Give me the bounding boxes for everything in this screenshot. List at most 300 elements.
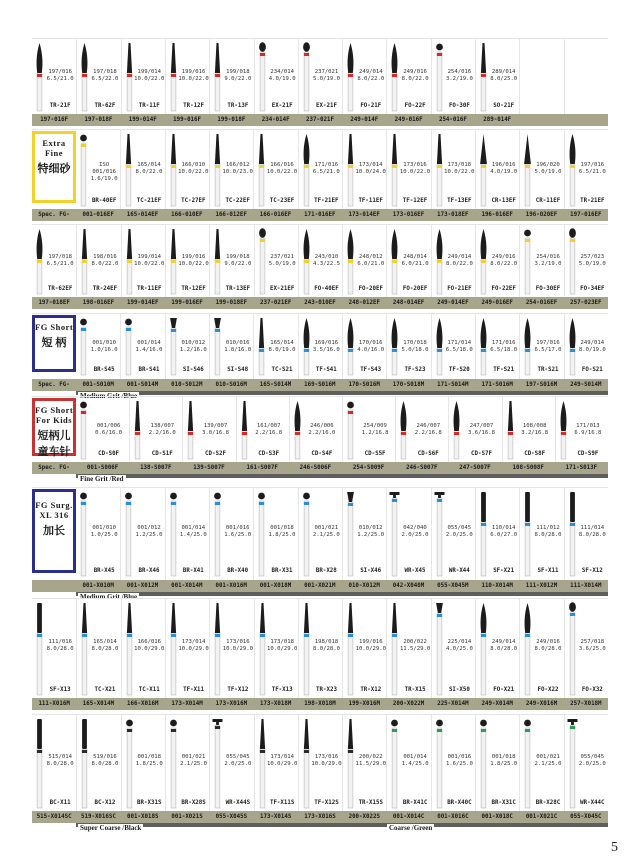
product-code: 197-016F xyxy=(40,117,69,123)
product-name: TR-X15 xyxy=(404,687,426,693)
product-name: FO-X22 xyxy=(537,687,559,693)
bur-shank xyxy=(259,164,264,206)
product-size: 173/014 10.0/24.0 xyxy=(355,162,386,175)
bur-band xyxy=(82,260,87,263)
bur-head-ball xyxy=(125,319,132,326)
bur-head-ball xyxy=(436,44,443,51)
product-size: 199/016 10.0/29.0 xyxy=(355,639,386,652)
product-name: CD-S7F xyxy=(471,451,492,457)
product-cell[interactable] xyxy=(236,397,289,463)
product-size: 108/008 3.2/16.8 xyxy=(521,423,549,437)
product-name: CR-11EF xyxy=(535,198,561,204)
product-cell[interactable] xyxy=(386,39,430,115)
bur-shank xyxy=(437,52,442,111)
product-name: SF-X11 xyxy=(537,568,559,574)
product-cell[interactable] xyxy=(342,715,386,812)
bur-band xyxy=(401,432,406,435)
bur-band xyxy=(570,523,575,526)
product-name: TR-11F xyxy=(138,103,160,109)
product-name: WR-X44S xyxy=(225,800,251,806)
product-cell[interactable] xyxy=(475,314,519,379)
product-cell[interactable] xyxy=(165,39,209,115)
bur-head-flame xyxy=(525,603,531,633)
product-cell[interactable] xyxy=(431,599,475,699)
product-name: TR-13F xyxy=(227,103,249,109)
product-cell[interactable] xyxy=(298,39,342,115)
product-size: 111/016 8.0/28.0 xyxy=(46,639,74,652)
bur-shank xyxy=(508,431,513,459)
bur-band xyxy=(570,613,575,616)
product-name: FO-20EF xyxy=(402,286,428,292)
product-grid xyxy=(32,487,608,580)
product-cell[interactable] xyxy=(253,488,297,580)
bur-head-flame xyxy=(303,229,309,259)
product-cell[interactable] xyxy=(519,488,563,580)
product-size: 055/045 2.0/25.0 xyxy=(578,753,606,767)
product-cell[interactable] xyxy=(298,225,342,298)
product-size: 055/045 2.0/25.0 xyxy=(445,524,473,538)
product-cell[interactable] xyxy=(165,599,209,699)
product-size: 248/014 6.0/21.0 xyxy=(401,254,429,268)
bur-band xyxy=(81,411,86,414)
product-size: 173/018 10.0/22.0 xyxy=(444,162,475,175)
product-name: TC-X21 xyxy=(94,687,116,693)
bur-band xyxy=(304,634,309,637)
bur-band xyxy=(259,502,264,505)
spec-label: Spec. FG- xyxy=(38,382,70,388)
product-cell[interactable] xyxy=(289,397,342,463)
bur-head-ball xyxy=(80,319,87,326)
product-cell[interactable] xyxy=(254,599,298,699)
bur-shank xyxy=(481,259,486,294)
product-cell[interactable] xyxy=(519,130,563,210)
bur-shank xyxy=(37,73,42,111)
product-code: 199-X016M xyxy=(348,701,380,707)
product-cell[interactable] xyxy=(253,130,297,210)
product-grid xyxy=(32,313,608,379)
bur-shank xyxy=(401,431,406,459)
bur-head-ball xyxy=(125,493,132,500)
product-cell[interactable] xyxy=(431,130,475,210)
bur-head-ball xyxy=(480,720,487,727)
product-cell[interactable] xyxy=(76,397,129,463)
bur-shank xyxy=(437,728,442,808)
product-code: 111-X012M xyxy=(525,583,558,589)
bur-shank xyxy=(304,52,309,111)
catalog-section xyxy=(32,313,608,400)
product-cell[interactable] xyxy=(564,39,608,115)
product-cell[interactable] xyxy=(431,225,475,298)
product-code: 138-S007F xyxy=(140,465,172,471)
product-cell[interactable] xyxy=(76,715,120,812)
product-name: BR-X31C xyxy=(491,800,516,806)
bur-band xyxy=(437,729,442,732)
product-size: 200/022 11.5/29.0 xyxy=(399,639,431,652)
product-cell[interactable] xyxy=(298,130,342,210)
product-cell[interactable] xyxy=(386,599,430,699)
product-size: 001/010 1.0/16.0 xyxy=(90,340,118,353)
bur-band xyxy=(507,432,512,435)
product-cell[interactable] xyxy=(32,599,76,699)
bur-band xyxy=(37,750,42,753)
bur-band xyxy=(171,329,176,332)
product-cell[interactable] xyxy=(395,397,448,463)
bur-shank xyxy=(127,633,132,695)
bur-band xyxy=(481,349,486,352)
product-cell[interactable] xyxy=(129,397,182,463)
product-name: BR-S45 xyxy=(93,367,115,373)
product-cell[interactable] xyxy=(342,314,386,379)
product-code: 166-016EF xyxy=(259,212,292,218)
product-name: CD-S9F xyxy=(577,451,599,457)
product-cell[interactable] xyxy=(386,715,430,812)
product-cell[interactable] xyxy=(342,397,395,463)
bur-band xyxy=(215,165,220,168)
product-size: 254/009 1.2/16.8 xyxy=(361,423,389,437)
product-cell[interactable] xyxy=(519,314,563,379)
product-cell[interactable] xyxy=(32,39,76,115)
product-name: FO-30EF xyxy=(535,286,561,292)
bur-head-taper xyxy=(82,603,87,633)
bur-head-taper xyxy=(171,603,176,633)
product-cell[interactable] xyxy=(475,39,519,115)
bur-band xyxy=(126,165,131,168)
bur-band xyxy=(525,523,530,526)
product-cell[interactable] xyxy=(564,314,608,379)
bur-head-ball xyxy=(258,493,265,500)
product-size: 249/014 8.0/19.0 xyxy=(578,340,606,353)
product-cell[interactable] xyxy=(209,39,253,115)
bur-band xyxy=(171,502,176,505)
product-cell[interactable] xyxy=(386,225,430,298)
product-cell[interactable] xyxy=(121,599,165,699)
product-size: 246/006 2.2/16.0 xyxy=(308,423,336,437)
bur-band xyxy=(437,614,442,617)
product-size: 001/014 1.4/25.0 xyxy=(179,524,207,538)
product-cell[interactable] xyxy=(564,488,608,580)
product-name: EX-21F xyxy=(316,103,337,109)
product-size: 166/016 10.0/29.0 xyxy=(134,639,165,652)
product-cell[interactable] xyxy=(386,314,430,379)
bur-head-flame xyxy=(303,134,309,164)
product-size: 249/014 8.0/22.0 xyxy=(445,254,473,268)
product-cell[interactable] xyxy=(386,130,430,210)
product-cell[interactable] xyxy=(209,130,253,210)
product-name: TC-X11 xyxy=(138,687,160,693)
product-code: 001-S014M xyxy=(126,382,159,388)
product-code: 170-S016M xyxy=(348,382,380,388)
product-cell[interactable] xyxy=(519,599,563,699)
product-cell[interactable] xyxy=(120,314,164,379)
product-name: TR-21EF xyxy=(580,198,605,204)
product-cell[interactable] xyxy=(555,397,608,463)
spec-label: Spec. FG- xyxy=(38,465,70,471)
bur-band xyxy=(392,349,397,352)
product-code: 001-X018S xyxy=(127,814,159,820)
product-code: 199-016EF xyxy=(171,300,203,306)
product-name: TR-13EF xyxy=(225,286,251,292)
product-size: 197/018 6.5/21.0 xyxy=(46,254,74,268)
product-name: TR-S21 xyxy=(537,367,559,373)
product-cell[interactable] xyxy=(209,488,253,580)
product-size: 254/016 3.2/19.0 xyxy=(445,69,473,83)
product-cell[interactable] xyxy=(475,488,519,580)
product-cell[interactable] xyxy=(165,314,209,379)
bur-head-flame xyxy=(348,43,354,73)
bur-band xyxy=(295,432,300,435)
product-cell[interactable] xyxy=(254,715,298,812)
grit-caption: Fine Grit /Red xyxy=(80,475,124,483)
catalog-section xyxy=(32,396,608,483)
product-size: 249/016 8.0/22.0 xyxy=(401,69,429,83)
product-cell[interactable] xyxy=(165,130,209,210)
product-cell[interactable] xyxy=(564,715,608,812)
product-code: 249-X016M xyxy=(525,701,558,707)
product-cell[interactable] xyxy=(342,488,386,580)
product-cell[interactable] xyxy=(76,130,120,210)
bur-band xyxy=(171,260,176,263)
product-cell[interactable] xyxy=(121,225,165,298)
bur-shank xyxy=(570,522,575,576)
product-cell[interactable] xyxy=(121,715,165,812)
product-code: 199-014F xyxy=(128,117,157,123)
product-cell[interactable] xyxy=(76,225,120,298)
product-code: 198-016EF xyxy=(82,300,115,306)
bur-band xyxy=(126,328,131,331)
bur-head-flame xyxy=(348,229,354,259)
product-size: 001/021 2.1/25.0 xyxy=(312,524,340,538)
product-cell[interactable] xyxy=(475,130,519,210)
bur-band xyxy=(81,144,86,147)
product-cell[interactable] xyxy=(76,314,120,379)
product-cell[interactable] xyxy=(475,599,519,699)
product-cell[interactable] xyxy=(564,599,608,699)
bur-shank xyxy=(304,749,309,808)
product-code: 169-S016M xyxy=(304,382,336,388)
product-cell[interactable] xyxy=(32,225,76,298)
product-cell[interactable] xyxy=(120,488,164,580)
bur-shank xyxy=(393,728,398,808)
product-size: 173/016 10.0/29.0 xyxy=(222,639,254,652)
product-code: 249-016EF xyxy=(481,300,513,306)
bur-band xyxy=(525,729,530,732)
product-code: 111-X016M xyxy=(38,701,70,707)
code-bar xyxy=(32,580,608,592)
product-size: 171/014 6.5/18.0 xyxy=(445,340,473,353)
product-code: 237-021EF xyxy=(259,300,292,306)
product-name: BR-X40C xyxy=(447,800,472,806)
bur-shank xyxy=(525,164,530,206)
category-title-chinese: 特细砂 xyxy=(37,163,71,175)
product-code: 001-016EF xyxy=(82,212,114,218)
product-cell[interactable] xyxy=(475,715,519,812)
product-cell[interactable] xyxy=(519,225,563,298)
bur-head-cylinder xyxy=(570,492,575,522)
category-label xyxy=(32,398,76,456)
product-cell[interactable] xyxy=(431,314,475,379)
product-name: TR-62EF xyxy=(47,286,73,292)
bur-shank xyxy=(215,164,220,206)
product-cell[interactable] xyxy=(342,225,386,298)
product-code: 249-014F xyxy=(350,117,379,123)
grit-band xyxy=(76,474,608,478)
catalog-section xyxy=(32,224,608,309)
product-cell[interactable] xyxy=(32,715,76,812)
bur-shank xyxy=(525,348,530,375)
product-cell[interactable] xyxy=(76,39,120,115)
product-cell[interactable] xyxy=(209,599,253,699)
product-size: 001/014 1.4/25.0 xyxy=(401,753,429,767)
product-cell[interactable] xyxy=(519,715,563,812)
bur-shank xyxy=(437,348,442,375)
bur-shank xyxy=(570,164,575,206)
product-cell[interactable] xyxy=(431,488,475,580)
product-name: SI-X50 xyxy=(448,687,470,693)
product-size: 111/012 8.0/28.0 xyxy=(534,524,562,538)
product-cell[interactable] xyxy=(342,39,386,115)
product-code: 173-016EF xyxy=(392,212,425,218)
product-grid xyxy=(32,598,608,699)
product-cell[interactable] xyxy=(475,225,519,298)
bur-head-flame xyxy=(560,401,566,431)
bur-band xyxy=(259,165,264,168)
bur-head-wheel xyxy=(434,492,444,495)
product-cell[interactable] xyxy=(120,130,164,210)
bur-head-taper xyxy=(127,43,132,73)
bur-shank xyxy=(570,238,575,294)
product-name: FO-20EF xyxy=(358,286,383,292)
product-size: 237/021 5.0/19.0 xyxy=(268,254,296,268)
product-code: 166-010EF xyxy=(171,212,203,218)
product-code: 170-S018M xyxy=(392,382,425,388)
bur-shank xyxy=(570,725,575,808)
bur-band xyxy=(259,349,264,352)
bur-head-taper xyxy=(392,134,397,164)
grit-band xyxy=(76,592,608,596)
bur-shank xyxy=(437,164,442,206)
product-size: 165/014 8.0/22.0 xyxy=(135,162,163,175)
grit-caption-2: Coarse /Green xyxy=(389,824,433,832)
product-code: 197-018F xyxy=(84,117,113,123)
product-cell[interactable] xyxy=(182,397,235,463)
bur-shank xyxy=(171,328,176,375)
catalog-section xyxy=(32,487,608,601)
bur-head-flame xyxy=(37,43,43,73)
bur-shank xyxy=(259,501,264,576)
bur-shank xyxy=(37,259,42,294)
product-cell[interactable] xyxy=(298,314,342,379)
bur-band xyxy=(348,74,353,77)
product-cell[interactable] xyxy=(519,39,563,115)
product-cell[interactable] xyxy=(121,39,165,115)
bur-shank xyxy=(481,633,486,695)
bur-band xyxy=(392,165,397,168)
bur-band xyxy=(437,349,442,352)
bur-band xyxy=(37,74,42,77)
product-size: 171/016 6.5/21.0 xyxy=(312,162,340,175)
category-label xyxy=(32,489,76,573)
bur-shank xyxy=(295,431,300,459)
bur-head-flame xyxy=(481,229,487,259)
bur-shank xyxy=(81,327,86,375)
product-cell[interactable] xyxy=(76,599,120,699)
product-name: FO-22F xyxy=(404,103,426,109)
product-name: SI-S46 xyxy=(182,367,204,373)
bur-head-flame xyxy=(348,318,354,348)
bur-shank xyxy=(37,633,42,695)
bur-band xyxy=(437,260,442,263)
bur-shank xyxy=(561,431,566,459)
category-title: Extra Fine xyxy=(42,138,66,158)
product-cell[interactable] xyxy=(165,488,209,580)
product-cell[interactable] xyxy=(209,225,253,298)
bur-head-flame xyxy=(392,229,398,259)
bur-shank xyxy=(570,612,575,695)
product-name: TR-X12 xyxy=(360,687,382,693)
product-cell[interactable] xyxy=(165,715,209,812)
bur-neck xyxy=(216,722,219,725)
category-title: FG Short For Kids xyxy=(35,405,74,425)
bur-shank xyxy=(348,164,353,206)
product-size: 254/016 3.2/19.0 xyxy=(534,254,562,268)
bur-head-flame xyxy=(569,134,575,164)
product-cell[interactable] xyxy=(209,314,253,379)
bur-band xyxy=(392,74,397,77)
product-name: SF-X21 xyxy=(493,568,515,574)
product-cell[interactable] xyxy=(431,39,475,115)
product-cell[interactable] xyxy=(564,130,608,210)
product-cell[interactable] xyxy=(298,488,342,580)
product-code: 249-016F xyxy=(394,117,423,123)
product-cell[interactable] xyxy=(502,397,555,463)
product-cell[interactable] xyxy=(298,715,342,812)
product-size: 139/007 3.0/16.8 xyxy=(202,423,229,437)
product-cell[interactable] xyxy=(431,715,475,812)
product-code: 042-X040M xyxy=(392,583,425,589)
product-cell[interactable] xyxy=(254,225,298,298)
product-name: SF-X13 xyxy=(49,687,71,693)
bur-shank xyxy=(348,410,353,459)
bur-band xyxy=(481,729,486,732)
product-cell[interactable] xyxy=(298,599,342,699)
product-cell[interactable] xyxy=(253,314,297,379)
product-cell[interactable] xyxy=(342,130,386,210)
product-cell[interactable] xyxy=(386,488,430,580)
product-name: BR-X28C xyxy=(535,800,561,806)
bur-band xyxy=(304,502,309,505)
product-size: 170/018 5.0/18.0 xyxy=(401,340,429,353)
product-cell[interactable] xyxy=(76,488,120,580)
product-cell[interactable] xyxy=(165,225,209,298)
product-cell[interactable] xyxy=(209,715,253,812)
bur-shank xyxy=(126,327,131,375)
bur-head-cone xyxy=(524,134,531,164)
product-name: TR-12F xyxy=(183,103,205,109)
product-cell[interactable] xyxy=(448,397,501,463)
product-size: 196/020 5.0/19.0 xyxy=(534,162,562,175)
product-code: 197-S016M xyxy=(525,382,558,388)
product-cell[interactable] xyxy=(564,225,608,298)
product-size: 197/016 6.5/21.0 xyxy=(46,69,74,83)
bur-band xyxy=(348,260,353,263)
product-cell[interactable] xyxy=(254,39,298,115)
bur-shank xyxy=(171,633,176,695)
bur-shank xyxy=(348,502,353,576)
product-size: 249/014 8.0/28.0 xyxy=(490,639,518,652)
bur-shank xyxy=(437,259,442,294)
bur-band xyxy=(304,750,309,753)
product-cell[interactable] xyxy=(342,599,386,699)
